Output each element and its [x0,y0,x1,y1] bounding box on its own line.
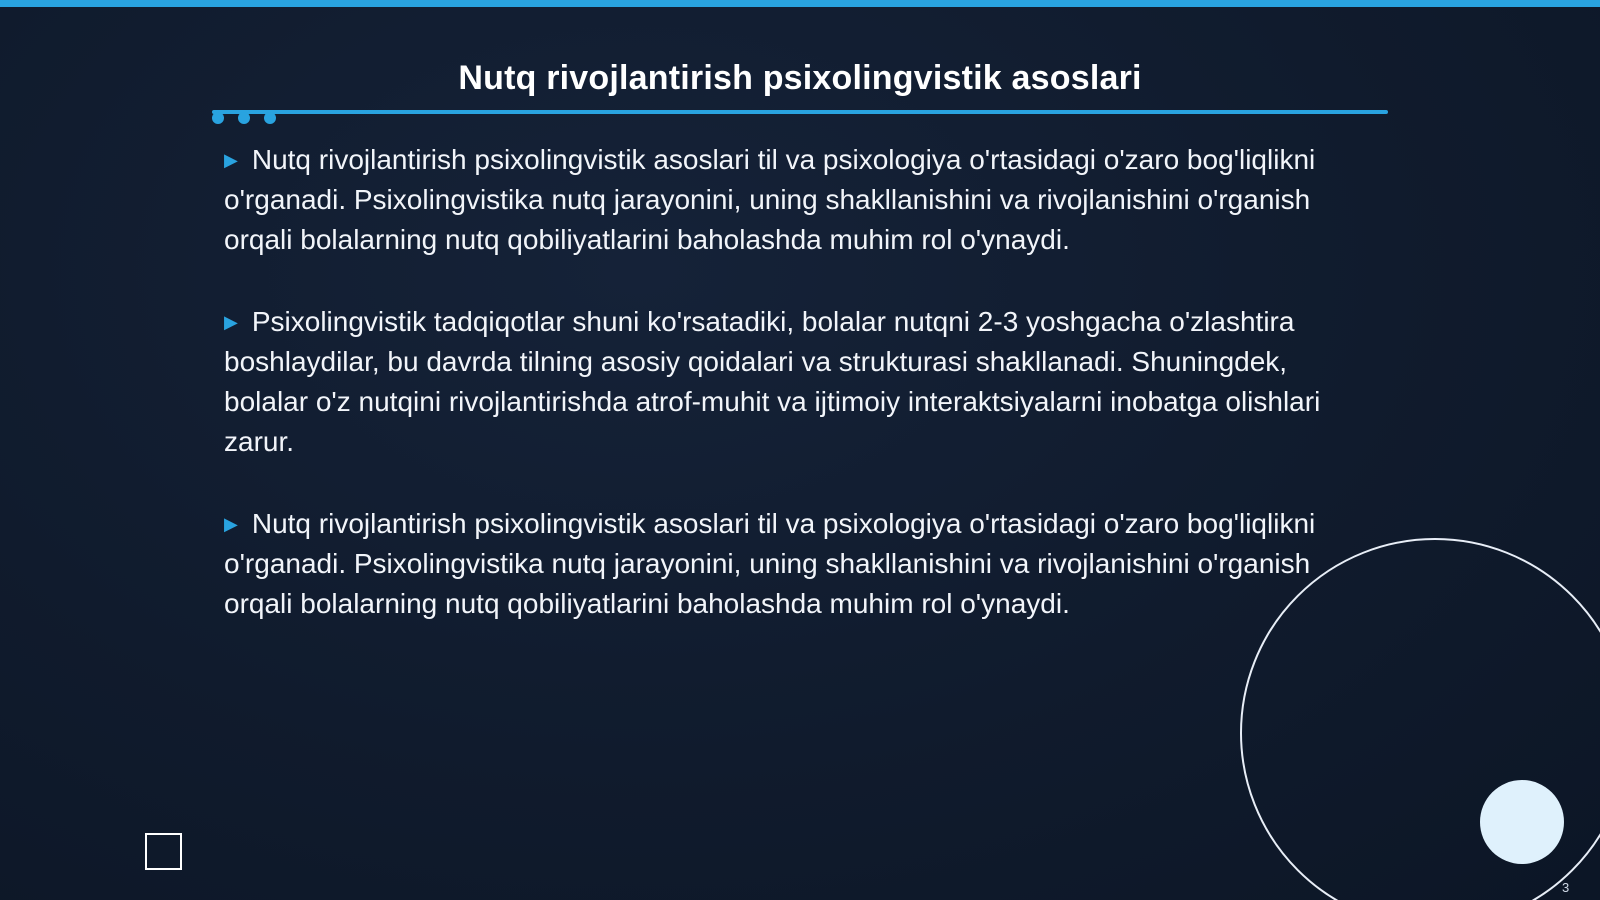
decorative-circle-filled [1480,780,1564,864]
decorative-dot [264,112,276,124]
triangle-right-icon: ▶ [224,514,238,534]
bullet-list [224,140,1354,666]
bullet-item [224,302,1354,462]
bullet-item [224,504,1354,624]
decorative-square [145,833,182,870]
triangle-right-icon: ▶ [224,312,238,332]
bullet-item [224,140,1354,260]
bullet-text: Nutq rivojlantirish psixolingvistik asoslari til va psixologiya o'rtasidagi o'zaro bog'liqlikni o'rganadi. Psixolingvistika nutq jarayonini, uning shakllanishini va rivojlanishini o'rganish orqali bolalarning nutq qobiliyatlarini baholashda muhim rol o'ynaydi. [224,508,1316,619]
decorative-dot [238,112,250,124]
page-number: 3 [1562,880,1570,895]
triangle-right-icon: ▶ [224,150,238,170]
bullet-text: Psixolingvistik tadqiqotlar shuni ko'rsatadiki, bolalar nutqni 2-3 yoshgacha o'zlashtira boshlaydilar, bu davrda tilning asosiy qoidalari va strukturasi shakllanadi. Shuningdek, bolalar o'z nutqini rivojlantirishda atrof-muhit va ijtimoiy interaktsiyalarni inobatga olishlari zarur. [224,306,1321,457]
decorative-dot [212,112,224,124]
slide-title: Nutq rivojlantirish psixolingvistik asoslari [458,59,1142,97]
top-accent-bar [0,0,1600,7]
bullet-text: Nutq rivojlantirish psixolingvistik asoslari til va psixologiya o'rtasidagi o'zaro bog'liqlikni o'rganadi. Psixolingvistika nutq jarayonini, uning shakllanishini va rivojlanishini o'rganish orqali bolalarning nutq qobiliyatlarini baholashda muhim rol o'ynaydi. [224,144,1316,255]
title-underline [212,110,1388,114]
